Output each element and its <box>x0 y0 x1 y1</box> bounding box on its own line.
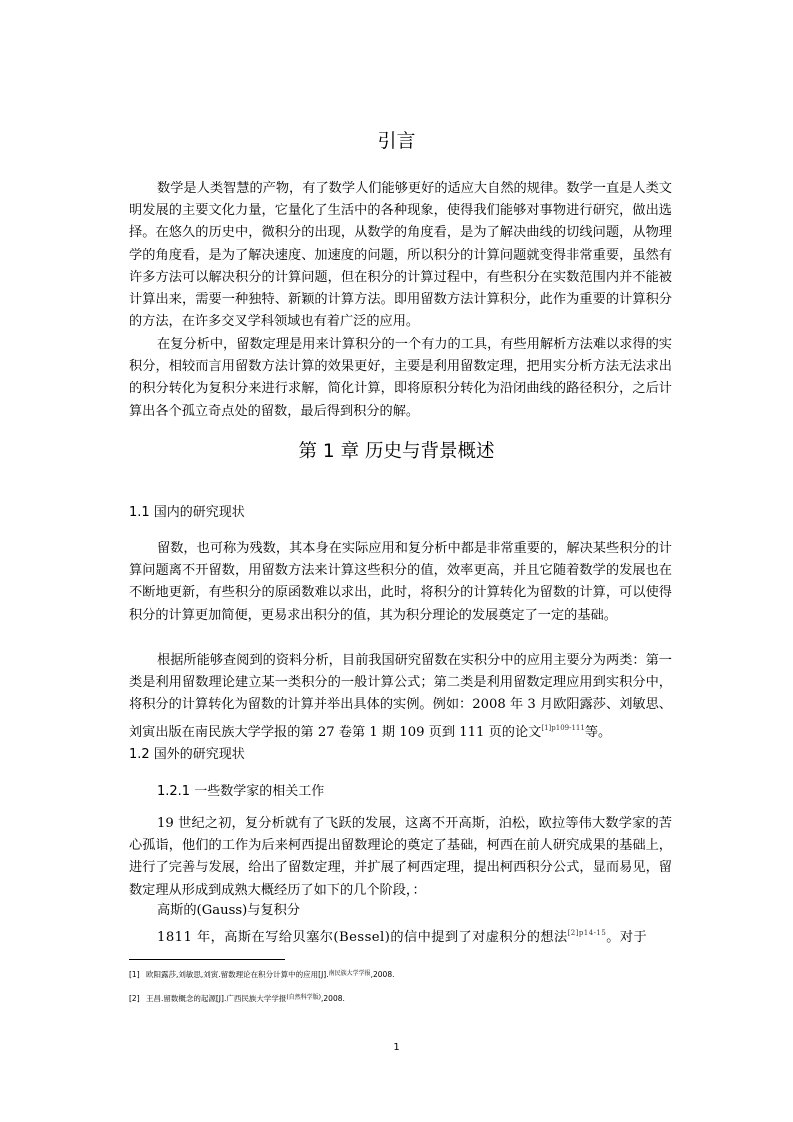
footnote-2-text: 王昌.留数概念的起源[J].广西民族大学学报 <box>146 994 287 1003</box>
footnote-2-journal: (自然科学版) <box>286 994 322 1001</box>
footnote-1-text: 欧阳露莎,刘敏思,刘寅.留数理论在积分计算中的应用[J]. <box>146 970 329 979</box>
footnote-1-end: ,2008. <box>370 970 395 979</box>
chapter-heading: 第 1 章 历史与背景概述 <box>298 441 495 462</box>
section-1-1-paragraph-2-end: 等。 <box>584 724 612 740</box>
footnote-1-journal: 南民族大学学报 <box>328 970 371 977</box>
section-1-1-paragraph-2 <box>129 650 672 744</box>
page-number: 1 <box>393 1042 400 1053</box>
section-1-1-paragraph-2-text: 根据所能够查阅到的资料分析，目前我国研究留数在实积分中的应用主要分为两类：第一类是利用留数理论建立某一类积分的一般计算公式；第二类是利用留数定理应用到实积分中，将积分的计算转化为留数的计算并举出具体的实例。例如：2008 年 3 月欧阳露莎、刘敏思、刘寅出版在南民族大学学报的第 27 卷第 1 期 109 页到 111 页的论文 <box>129 653 672 740</box>
footnote-1-number: [1] <box>129 970 140 979</box>
footnote-divider <box>129 959 285 960</box>
section-1-1-paragraph-1: 留数，也可称为残数，其本身在实际应用和复分析中都是非常重要的，解决某些积分的计算问题离不开留数，用留数方法来计算这些积分的值，效率更高，并且它随着数学的发展也在不断地更新，有些积分的原函数难以求出，此时，将积分的计算转化为留数的计算，可以使得积分的计算更加简便，更易求出积分的值，其为积分理论的发展奠定了一定的基础。 <box>129 541 672 623</box>
footnote-1 <box>129 968 394 980</box>
citation-2: [2]p14-15 <box>567 929 607 937</box>
intro-heading: 引言 <box>377 130 416 152</box>
section-1-1-heading: 1.1 国内的研究现状 <box>129 505 245 520</box>
footnote-2 <box>129 992 345 1004</box>
line-1811 <box>157 922 647 949</box>
section-1-2-paragraph-1: 19 世纪之初，复分析就有了飞跃的发展，这离不开高斯，泊松，欧拉等伟大数学家的苦心孤诣，他们的工作为后来柯西提出留数理论的奠定了基础，柯西在前人研究成果的基础上，进行了完善与发展，给出了留数定理，并扩展了柯西定理，提出柯西积分公式，显而易见，留数定理从形成到成熟大概经历了如下的几个阶段，： <box>129 816 672 898</box>
line-1811-end: 。对于 <box>606 930 648 945</box>
line-1811-text: 1811 年，高斯在写给贝塞尔(Bessel)的信中提到了对虚积分的想法 <box>157 930 568 945</box>
section-1-2-heading: 1.2 国外的研究现状 <box>129 747 245 762</box>
footnote-2-number: [2] <box>129 994 140 1003</box>
intro-paragraph-2: 在复分析中，留数定理是用来计算积分的一个有力的工具，有些用解析方法难以求得的实积分，相较而言用留数方法计算的效果更好，主要是利用留数定理，把用实分析方法无法求出的积分转化为复积分来进行求解，简化计算，即将原积分转化为沿闭曲线的路径积分，之后计算出各个孤立奇点处的留数，最后得到积分的解。 <box>129 337 672 419</box>
gauss-line: 高斯的(Gauss)与复积分 <box>157 903 301 918</box>
subsection-1-2-1-heading: 1.2.1 一些数学家的相关工作 <box>157 784 325 799</box>
footnote-2-end: ,2008. <box>321 994 345 1003</box>
intro-paragraph-1: 数学是人类智慧的产物，有了数学人们能够更好的适应大自然的规律。数学一直是人类文明发展的主要文化力量，它量化了生活中的各种现象，使得我们能够对事物进行研究，做出选择。在悠久的历史中，微积分的出现，从数学的角度看，是为了解决曲线的切线问题，从物理学的角度看，是为了解决速度、加速度的问题，所以积分的计算问题就变得非常重要，虽然有许多方法可以解决积分的计算问题，但在积分的计算过程中，有些积分在实数范围内并不能被计算出来，需要一种独特、新颖的计算方法。即用留数方法计算积分，此作为重要的计算积分的方法，在许多交叉学科领域也有着广泛的应用。 <box>129 181 672 330</box>
citation-1: [1]p109-111 <box>541 723 585 732</box>
